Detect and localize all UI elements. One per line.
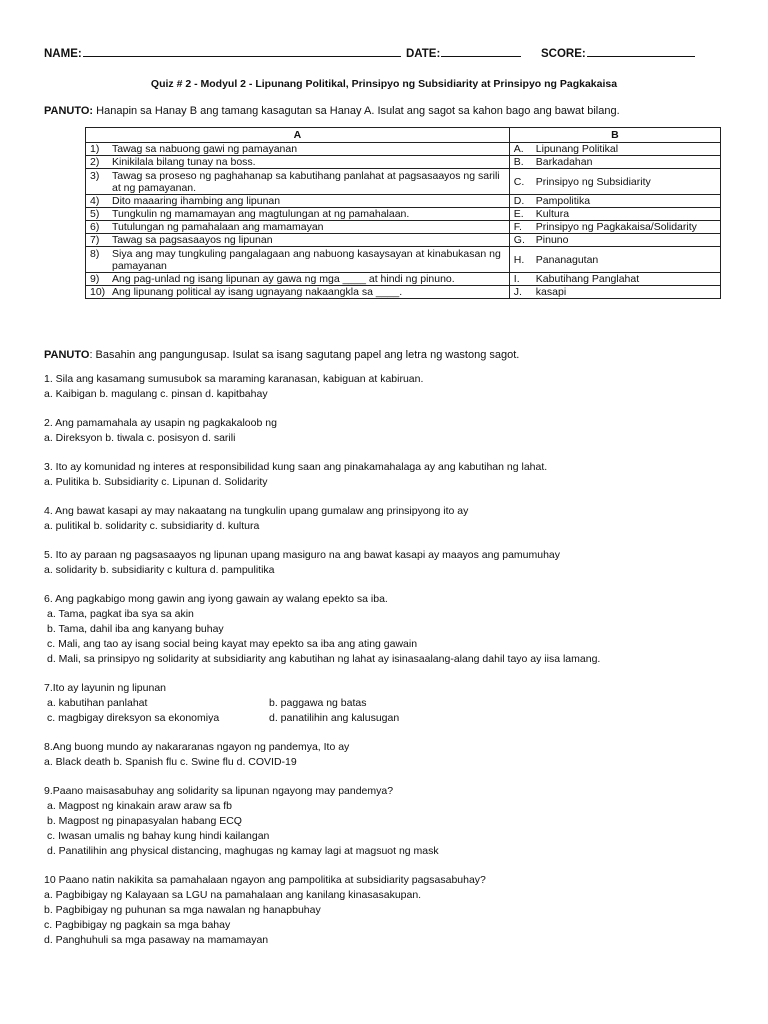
answer-option[interactable]: a. Pulitika b. Subsidiarity c. Lipunan d. Solidarity (44, 476, 268, 488)
column-a-cell (86, 286, 510, 299)
column-a-cell (86, 221, 510, 234)
choice-text: Kabutihang Panglahat (535, 273, 640, 285)
item-number: 5) (90, 208, 100, 220)
item-description: Tungkulin ng mamamayan ang magtulungan at ng pamahalaan. (112, 208, 410, 220)
column-b-cell (509, 208, 720, 221)
table-row (86, 208, 721, 221)
question-item (44, 504, 734, 534)
column-a-cell (86, 273, 510, 286)
choice-text: Kultura (535, 208, 570, 220)
answer-option[interactable]: a. Black death b. Spanish flu c. Swine flu d. COVID-19 (44, 756, 297, 768)
column-b-cell (509, 247, 720, 273)
question-item (44, 592, 734, 667)
name-blank[interactable] (83, 44, 401, 57)
panuto-label: PANUTO: (44, 105, 94, 117)
answer-option[interactable]: d. Panatilihin ang physical distancing, maghugas ng kamay lagi at magsuot ng mask (47, 845, 439, 857)
date-field (406, 44, 521, 60)
item-number: 10) (90, 286, 106, 298)
choice-text: Prinsipyo ng Subsidiarity (535, 175, 651, 188)
answer-option[interactable]: d. Panghuhuli sa mga pasaway na mamamayan (44, 934, 269, 946)
choice-letter: D. (513, 195, 525, 207)
choice-text: Pinuno (535, 234, 569, 246)
item-description: Dito maaaring ihambing ang lipunan (112, 195, 281, 207)
item-description: Ang pag-unlad ng isang lipunan ay gawa ng mga ____ at hindi ng pinuno. (112, 273, 455, 285)
answer-option[interactable]: d. Mali, sa prinsipyo ng solidarity at subsidiarity ang kabutihan ng lahat ay isinasaalang-alang dahil tayo ay iisa lamang. (47, 653, 601, 665)
choice-letter: H. (513, 253, 525, 266)
answer-option[interactable]: a. Direksyon b. tiwala c. posisyon d. sarili (44, 432, 236, 444)
date-label: DATE: (406, 48, 441, 60)
column-a-cell (86, 234, 510, 247)
column-a-cell (86, 169, 510, 195)
panuto-multiple-choice (44, 349, 519, 361)
answer-option[interactable]: c. Pagbibigay ng pagkain sa mga bahay (44, 919, 231, 931)
score-blank[interactable] (587, 44, 695, 57)
choice-letter: F. (513, 221, 522, 233)
table-row (86, 156, 721, 169)
column-b-cell (509, 221, 720, 234)
item-number: 9) (90, 273, 100, 285)
table-row (86, 143, 721, 156)
table-row (86, 247, 721, 273)
item-number: 3) (90, 169, 100, 182)
answer-option[interactable]: b. Tama, dahil iba ang kanyang buhay (47, 623, 224, 635)
question-stem: 1. Sila ang kasamang sumusubok sa maraming karanasan, kabiguan at kabiruan. (44, 373, 424, 385)
name-field (44, 44, 401, 60)
column-b-cell (509, 156, 720, 169)
choice-text: Pampolitika (535, 195, 591, 207)
answer-option[interactable]: a. Magpost ng kinakain araw araw sa fb (47, 800, 233, 812)
column-b-cell (509, 286, 720, 299)
question-item (44, 372, 734, 402)
student-info-header (44, 44, 734, 60)
item-description: Siya ang may tungkuling pangalagaan ang nabuong kasaysayan at kinabukasan ng pamayanan (112, 247, 501, 272)
choice-letter: C. (513, 175, 525, 188)
answer-option[interactable]: b. Pagbibigay ng puhunan sa mga nawalan ng hanapbuhay (44, 904, 321, 916)
column-b-cell (509, 234, 720, 247)
panuto-text: Hanapin sa Hanay B ang tamang kasagutan sa Hanay A. Isulat ang sagot sa kahon bago ang bawat bilang. (93, 105, 620, 117)
choice-letter: B. (513, 156, 524, 168)
choice-text: Barkadahan (535, 156, 593, 168)
choice-text: Lipunang Politikal (535, 143, 619, 155)
column-a-cell (86, 195, 510, 208)
question-stem: 6. Ang pagkabigo mong gawin ang iyong gawain ay walang epekto sa iba. (44, 593, 388, 605)
choice-letter: J. (513, 286, 522, 298)
panuto-matching (44, 105, 620, 117)
score-field (541, 44, 695, 60)
question-stem: 9.Paano maisasabuhay ang solidarity sa lipunan ngayong may pandemya? (44, 785, 394, 797)
answer-option[interactable]: a. solidarity b. subsidiarity c kultura d. pampulitika (44, 564, 275, 576)
item-number: 1) (90, 143, 100, 155)
question-item (44, 460, 734, 490)
item-number: 4) (90, 195, 100, 207)
answer-option[interactable]: b. Magpost ng pinapasyalan habang ECQ (47, 815, 242, 827)
panuto-label: PANUTO (44, 349, 90, 361)
quiz-title: Quiz # 2 - Modyul 2 - Lipunang Politikal, Prinsipyo ng Subsidiarity at Prinsipyo ng Pagkakaisa (150, 78, 618, 90)
answer-option[interactable]: a. Kaibigan b. magulang c. pinsan d. kapitbahay (44, 388, 268, 400)
question-stem: 2. Ang pamamahala ay usapin ng pagkakaloob ng (44, 417, 277, 429)
question-item (44, 416, 734, 446)
answer-option[interactable]: a. Tama, pagkat iba sya sa akin (47, 608, 194, 620)
column-b-header: B (509, 128, 720, 143)
question-item (44, 740, 734, 770)
name-label: NAME: (44, 48, 82, 60)
table-row (86, 169, 721, 195)
item-number: 6) (90, 221, 100, 233)
date-blank[interactable] (441, 44, 521, 57)
answer-option[interactable]: a. kabutihan panlahat (47, 697, 148, 709)
question-item (44, 784, 734, 859)
question-list (44, 372, 734, 962)
question-item (44, 873, 734, 948)
panuto-text: : Basahin ang pangungusap. Isulat sa isang sagutang papel ang letra ng wastong sagot. (89, 349, 520, 361)
item-description: Tawag sa proseso ng paghahanap sa kabutihang panlahat at pagsasaayos ng sarili at ng pamayanan. (112, 169, 500, 194)
answer-option[interactable]: c. Iwasan umalis ng bahay kung hindi kailangan (47, 830, 270, 842)
answer-option[interactable]: c. Mali, ang tao ay isang social being kayat may epekto sa iba ang ating gawain (47, 638, 418, 650)
question-stem: 3. Ito ay komunidad ng interes at responsibilidad kung saan ang pinakamahalaga ay ang kabutihan ng lahat. (44, 461, 548, 473)
choice-text: Prinsipyo ng Pagkakaisa/Solidarity (535, 221, 697, 233)
question-stem: 4. Ang bawat kasapi ay may nakaatang na tungkulin upang gumalaw ang prinsipyong ito ay (44, 505, 469, 517)
choice-letter: E. (513, 208, 524, 220)
item-number: 7) (90, 234, 100, 246)
choice-letter: G. (513, 234, 525, 246)
question-stem: 8.Ang buong mundo ay nakararanas ngayon ng pandemya, Ito ay (44, 741, 350, 753)
question-item (44, 681, 734, 726)
table-header-row (86, 128, 721, 143)
table-row (86, 273, 721, 286)
column-a-header: A (86, 128, 510, 143)
item-description: Tawag sa pagsasaayos ng lipunan (112, 234, 273, 246)
choice-letter: A. (513, 143, 524, 155)
question-stem: 7.Ito ay layunin ng lipunan (44, 682, 167, 694)
column-b-cell (509, 143, 720, 156)
table-row (86, 286, 721, 299)
choice-text: Pananagutan (535, 253, 599, 266)
table-row (86, 221, 721, 234)
item-description: Ang lipunang political ay isang ugnayang nakaangkla sa ____. (112, 286, 403, 298)
question-stem: 5. Ito ay paraan ng pagsasaayos ng lipunan upang masiguro na ang bawat kasapi ay maayos ang pamumuhay (44, 549, 561, 561)
item-description: Kinikilala bilang tunay na boss. (112, 156, 256, 168)
matching-table (85, 127, 721, 299)
column-b-cell (509, 195, 720, 208)
column-a-cell (86, 247, 510, 273)
column-b-cell (509, 169, 720, 195)
answer-option[interactable]: a. pulitikal b. solidarity c. subsidiarity d. kultura (44, 520, 260, 532)
column-a-cell (86, 156, 510, 169)
choice-letter: I. (513, 273, 520, 285)
answer-option[interactable]: a. Pagbibigay ng Kalayaan sa LGU na pamahalaan ang kanilang kinasasakupan. (44, 889, 422, 901)
answer-option[interactable]: c. magbigay direksyon sa ekonomiya (47, 712, 220, 724)
item-description: Tawag sa nabuong gawi ng pamayanan (112, 143, 298, 155)
choice-text: kasapi (535, 286, 567, 298)
column-b-cell (509, 273, 720, 286)
answer-option[interactable]: b. paggawa ng batas (269, 697, 367, 709)
score-label: SCORE: (541, 48, 586, 60)
table-row (86, 234, 721, 247)
answer-option[interactable]: d. panatilihin ang kalusugan (269, 712, 400, 724)
column-a-cell (86, 143, 510, 156)
question-stem: 10 Paano natin nakikita sa pamahalaan ngayon ang pampolitika at subsidiarity pagsasabuhay? (44, 874, 486, 886)
column-a-cell (86, 208, 510, 221)
item-number: 2) (90, 156, 100, 168)
item-number: 8) (90, 247, 100, 260)
option-grid (44, 696, 734, 726)
question-item (44, 548, 734, 578)
table-row (86, 195, 721, 208)
item-description: Tutulungan ng pamahalaan ang mamamayan (112, 221, 324, 233)
